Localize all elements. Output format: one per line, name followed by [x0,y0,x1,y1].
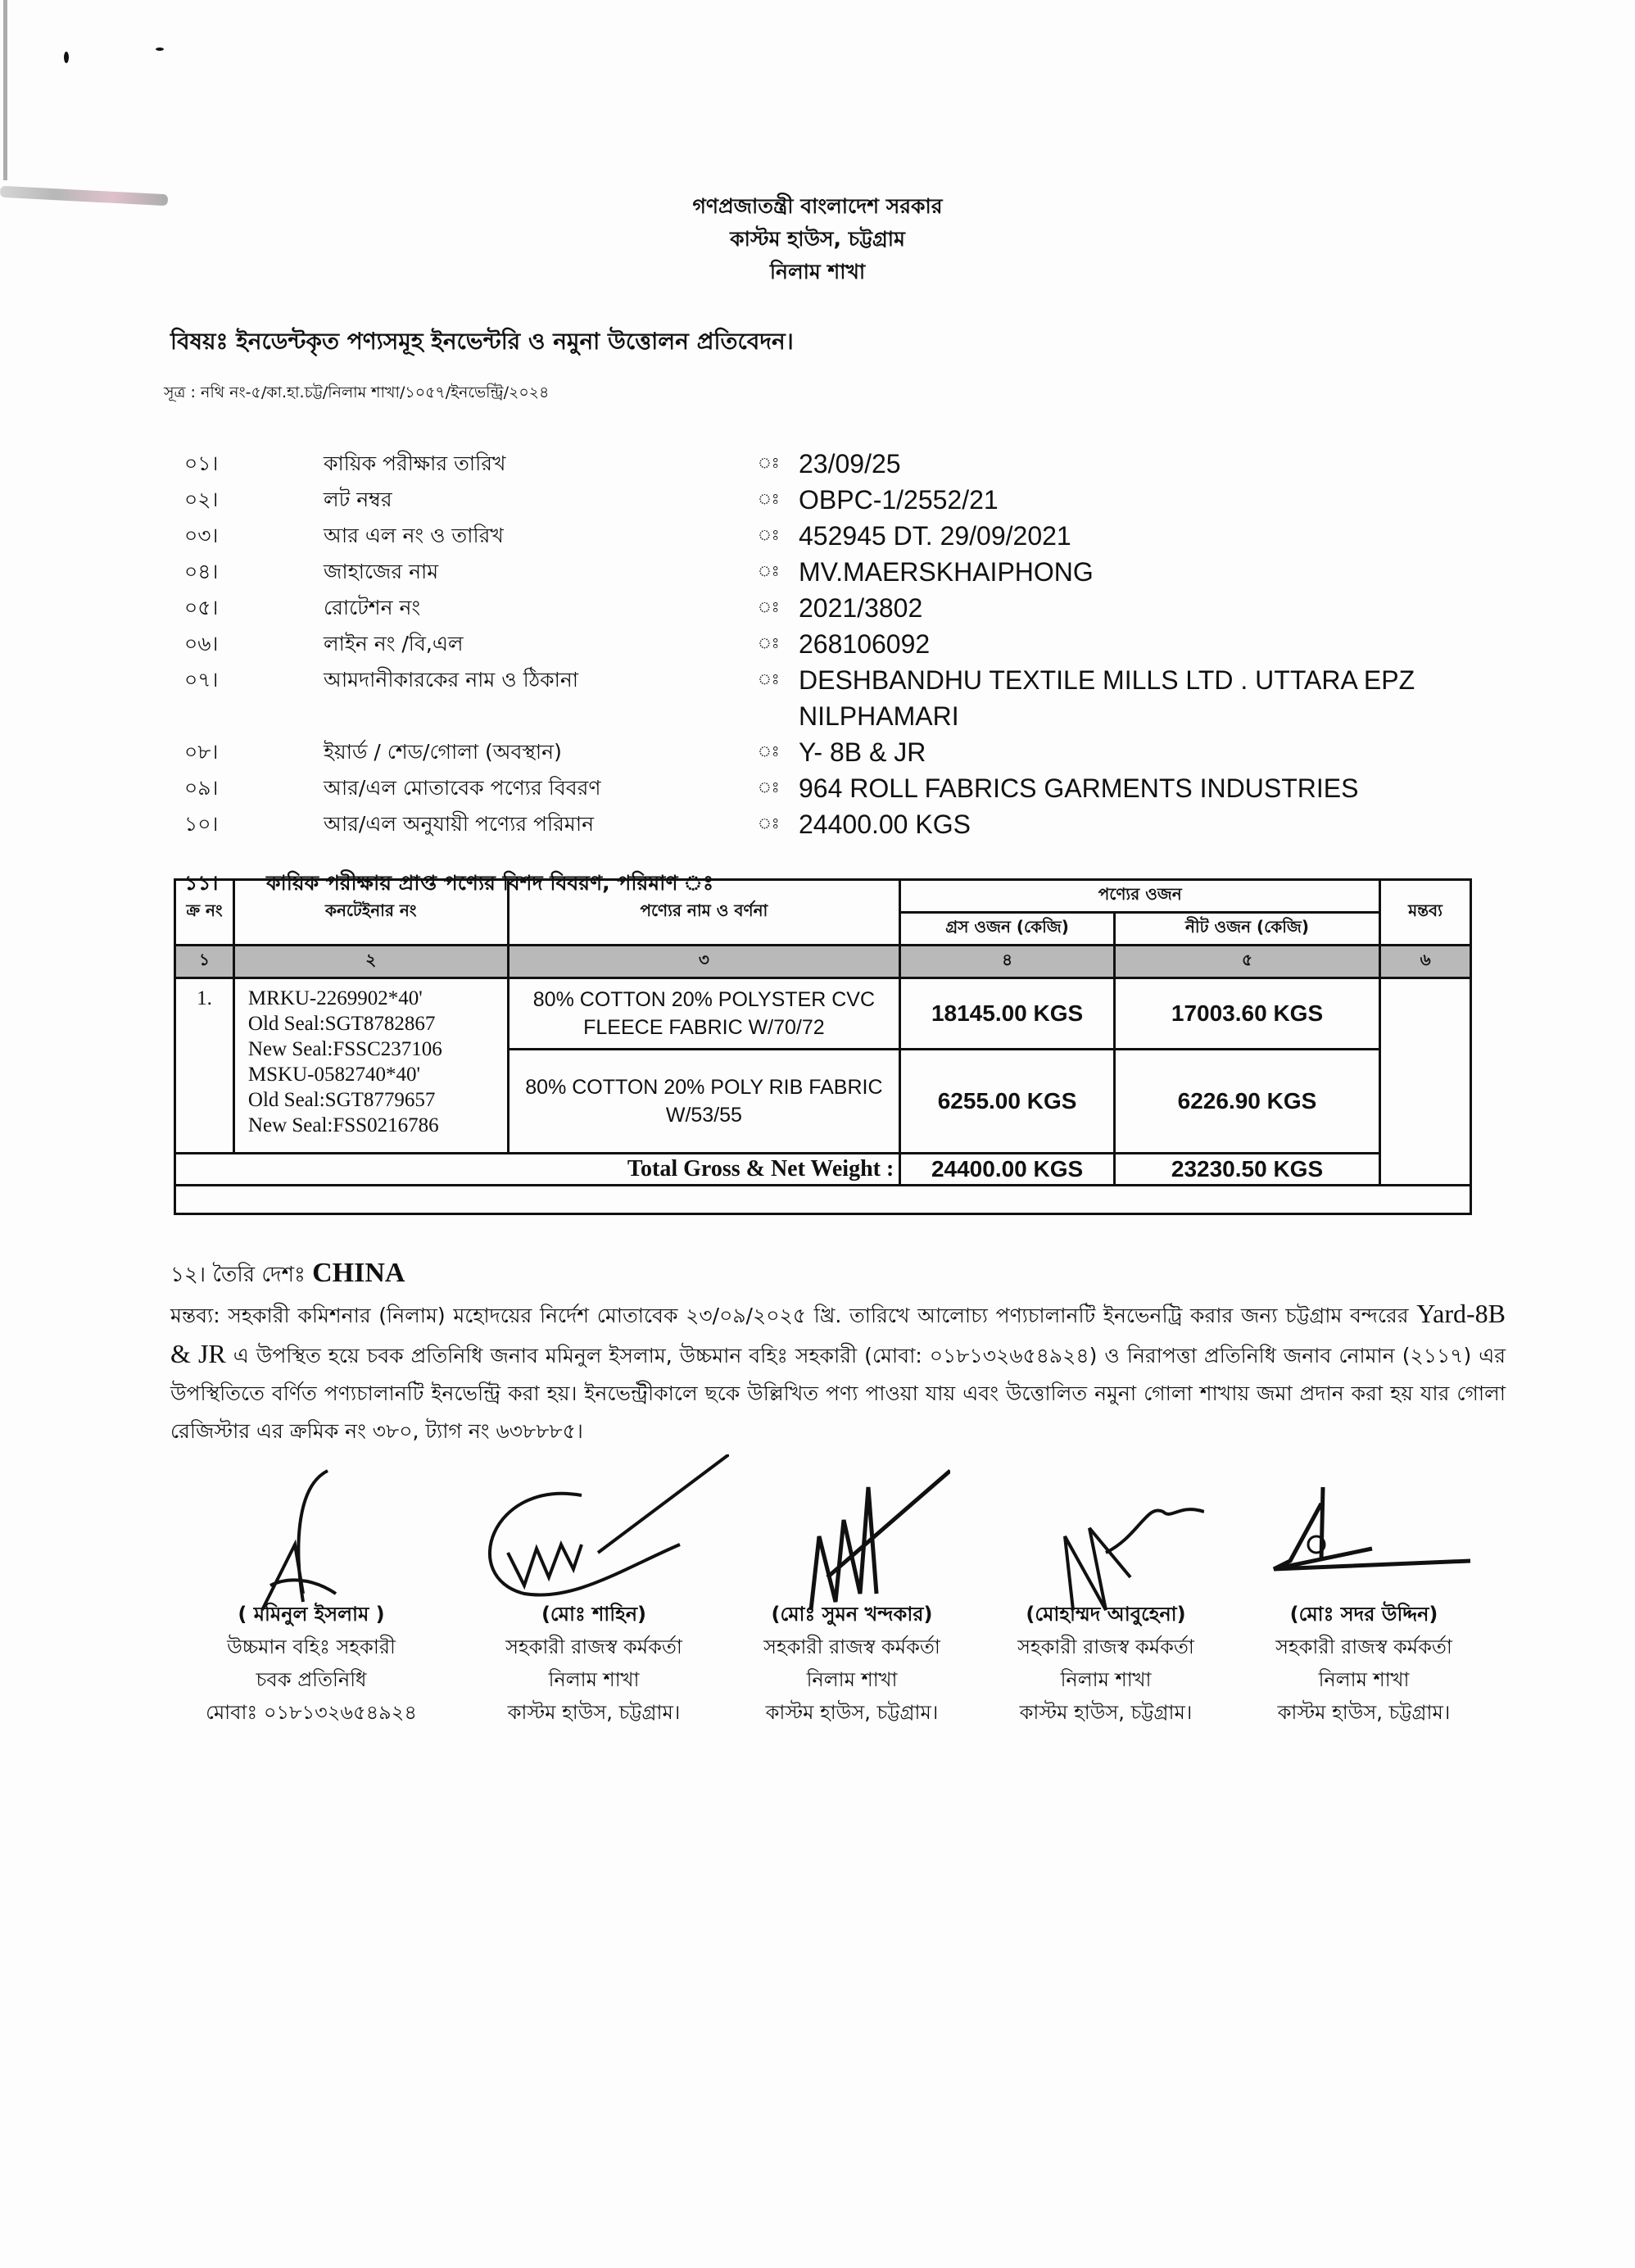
item-label: আমদানীকারকের নাম ও ঠিকানা [324,668,578,692]
header-gross: গ্রস ওজন (কেজি) [900,913,1115,946]
branch-name: নিলাম শাখা [769,260,866,284]
signatory-title: সহকারী রাজস্ব কর্মকর্তা [763,1635,940,1658]
item-yard [184,734,1511,770]
signatory-name: (মোঃ সুমন খন্দকার) [771,1603,933,1626]
remarks-part2: এ উপস্থিত হয়ে চবক প্রতিনিধি জনাব মমিনুল ইসলাম, উচ্চমান বহিঃ সহকারী (মোবা: ০১৮১৩২৬৫৪৯২৪) ও নিরাপত্তা প্রতিনিধি জনাব নোমান (২১১৭) এর উপস্থিতিতে বর্ণিত পণ্যচালানটি ইনভেন্ট্রি করা হয়। ইনভেন্ট্রীকালে ছকে উল্লিখিত পণ্য পাওয়া যায় এবং উত্তোলিত নমুনা গোলা শাখায় জমা প্রদান করা হয় যার গোলা রেজিস্টার এর ক্রমিক নং ৩৮০, ট্যাগ নং ৬৩৮৮৮৫। [170,1344,1506,1443]
section-number: ১১। [184,871,219,895]
item-sep: ঃ [758,599,780,616]
total-gross: 24400.00 KGS [900,1154,1115,1186]
signatory-name: (মোঃ সদর উদ্দিন) [1289,1603,1438,1626]
index-cell: ৫ [1114,946,1379,978]
item-number: ০১। [184,451,219,475]
item-number: ১০। [184,812,219,836]
item-number: ০৭। [184,668,219,692]
item-sep: ঃ [758,563,780,580]
inventory-table [174,878,1472,1215]
letterhead [0,190,1635,288]
table-header-row [175,880,1471,913]
item-sep: ঃ [758,815,780,832]
signatory-name: (মোঃ শাহিন) [541,1603,647,1626]
item-value: 964 ROLL FABRICS GARMENTS INDUSTRIES [799,773,1359,803]
net-cell: 6226.90 KGS [1114,1050,1379,1154]
section-title: কায়িক পরীক্ষায় প্রাপ্ত পণ্যের বিশদ বিবরণ, পরিমাণ ঃ [266,871,714,895]
footer-spacer [175,1186,1471,1214]
signature-icon [1257,1454,1470,1618]
item-label: লট নম্বর [324,488,392,511]
total-net: 23230.50 KGS [1114,1154,1379,1186]
signatory-office: নিলাম শাখা [1060,1668,1152,1691]
header-description: পণ্যের নাম ও বর্ণনা [508,880,900,946]
item-goods-description [184,770,1511,806]
item-number: ০২। [184,488,219,511]
container-cell [233,978,508,1154]
office-name: কাস্টম হাউস, চট্টগ্রাম [730,227,905,251]
item-sep: ঃ [758,635,780,652]
signatory-name: (মোহাম্মদ আবুহেনা) [1026,1603,1186,1626]
item-label: আর/এল অনুযায়ী পণ্যের পরিমান [324,812,594,836]
item-number: ০৮। [184,740,219,764]
item-number: ০৩। [184,524,219,547]
signature-icon [246,1454,377,1618]
item-value: 24400.00 KGS [799,810,971,839]
signatory-block [459,1598,729,1729]
importer-location: NILPHAMARI [799,701,959,731]
item-number: ০৬। [184,632,219,655]
signatory-title: সহকারী রাজস্ব কর্মকর্তা [505,1635,682,1658]
item-line-bl [184,626,1511,662]
item-value: OBPC-1/2552/21 [799,485,999,515]
item-list [184,446,1511,842]
signatory-title: সহকারী রাজস্ব কর্মকর্তা [1017,1635,1194,1658]
remarks-yard: Yard-8B & JR [170,1299,1506,1368]
item-label: লাইন নং /বি,এল [324,632,464,655]
item-sep: ঃ [758,743,780,760]
importer-name: DESHBANDHU TEXTILE MILLS LTD . UTTARA EPZ [799,665,1415,695]
country-label: ১২। তৈরি দেশঃ [170,1263,306,1287]
item-number: ০৪। [184,560,219,583]
country-of-origin [170,1258,405,1294]
index-cell: ২ [233,946,508,978]
description-cell: 80% COTTON 20% POLY RIB FABRIC W/53/55 [508,1050,900,1154]
item-sep: ঃ [758,491,780,508]
item-rl-number [184,518,1511,554]
signatory-block [971,1598,1241,1729]
item-importer [184,662,1511,734]
item-label: জাহাজের নাম [324,560,439,583]
govt-name: গণপ্রজাতন্ত্রী বাংলাদেশ সরকার [692,194,943,218]
signatory-contact: মোবাঃ ০১৮১৩২৬৫৪৯২৪ [206,1701,417,1724]
container-line: MSKU-0582740*40' [247,1064,420,1086]
signatory-name: ( মমিনুল ইসলাম ) [238,1603,385,1626]
container-line: New Seal:FSSC237106 [247,1038,442,1060]
signatory-contact: কাস্টম হাউস, চট্টগ্রাম। [1019,1701,1193,1724]
signatory-title: সহকারী রাজস্ব কর্মকর্তা [1275,1635,1452,1658]
item-sep: ঃ [758,527,780,544]
item-goods-quantity [184,806,1511,842]
signature-icon [754,1454,950,1618]
table-row [175,978,1471,1050]
scan-edge [3,0,7,180]
item-value: MV.MAERSKHAIPHONG [799,557,1094,587]
item-exam-date [184,446,1511,482]
total-label: Total Gross & Net Weight : [175,1154,900,1186]
remarks-part1: মন্তব্য: সহকারী কমিশনার (নিলাম) মহোদয়ের নির্দেশ মোতাবেক ২৩/০৯/২০২৫ খ্রি. তারিখে আলোচ্য পণ্যচালানটি ইনভেনট্রি করার জন্য চট্টগ্রাম বন্দরের [170,1304,1409,1327]
serial-cell: 1. [175,978,234,1154]
reference-line: সূত্র : নথি নং-৫/কা.হা.চট্ট/নিলাম শাখা/১০৫৭/ইনভেন্ট্রি/২০২৪ [164,383,550,401]
signatory-contact: কাস্টম হাউস, চট্টগ্রাম। [765,1701,939,1724]
item-number: ০৫। [184,596,219,619]
item-sep: ঃ [758,671,780,688]
item-value: Y- 8B & JR [799,737,926,767]
item-value [799,662,1511,734]
item-sep: ঃ [758,779,780,796]
signatory-office: নিলাম শাখা [548,1668,640,1691]
index-cell: ৪ [900,946,1115,978]
index-cell: ৩ [508,946,900,978]
item-label: ইয়ার্ড / শেড/গোলা (অবস্থান) [324,740,562,764]
item-label: রোটেশন নং [324,596,421,619]
container-line: Old Seal:SGT8779657 [247,1089,436,1111]
header-remarks: মন্তব্য [1380,880,1471,946]
signatory-block [717,1598,987,1729]
item-sep: ঃ [758,455,780,472]
scan-dot [64,52,69,63]
scan-dot [156,48,164,51]
signatory-contact: কাস্টম হাউস, চট্টগ্রাম। [1277,1701,1451,1724]
container-line: New Seal:FSS0216786 [247,1114,439,1136]
country-value: CHINA [312,1258,405,1288]
item-value: 268106092 [799,629,931,659]
signature-icon [459,1454,729,1610]
signature-icon [1008,1454,1204,1618]
signatory-title: উচ্চমান বহিঃ সহকারী [227,1635,396,1658]
header-net: নীট ওজন (কেজি) [1114,913,1379,946]
signatory-office: চবক প্রতিনিধি [256,1668,367,1691]
gross-cell: 18145.00 KGS [900,978,1115,1050]
item-value: 452945 DT. 29/09/2021 [799,521,1071,551]
item-label: আর/এল মোতাবেক পণ্যের বিবরণ [324,776,601,800]
index-cell: ৬ [1380,946,1471,978]
table-footer-row [175,1186,1471,1214]
header-container: কনটেইনার নং [233,880,508,946]
index-cell: ১ [175,946,234,978]
header-serial: ক্র নং [175,880,234,946]
description-cell: 80% COTTON 20% POLYSTER CVC FLEECE FABRIC W/70/72 [508,978,900,1050]
subject-line: বিষয়ঃ ইনডেন্টকৃত পণ্যসমূহ ইনভেন্টরি ও নমুনা উত্তোলন প্রতিবেদন। [170,328,794,355]
net-cell: 17003.60 KGS [1114,978,1379,1050]
table-index-row [175,946,1471,978]
item-rotation-number [184,590,1511,626]
item-value: 2021/3802 [799,593,923,623]
remarks-cell [1380,978,1471,1186]
remarks-paragraph [170,1295,1506,1450]
signatory-block [176,1598,446,1729]
signatory-office: নিলাম শাখা [1318,1668,1410,1691]
item-vessel-name [184,554,1511,590]
signatory-office: নিলাম শাখা [806,1668,898,1691]
signatory-contact: কাস্টম হাউস, চট্টগ্রাম। [507,1701,681,1724]
container-line: Old Seal:SGT8782867 [247,1013,436,1035]
signatory-block [1229,1598,1499,1729]
item-lot-number [184,482,1511,518]
header-weight-group: পণ্যের ওজন [900,880,1380,913]
container-line: MRKU-2269902*40' [247,987,423,1009]
table-total-row [175,1154,1471,1186]
item-label: আর এল নং ও তারিখ [324,524,504,547]
item-value: 23/09/25 [799,449,901,479]
item-number: ০৯। [184,776,219,800]
gross-cell: 6255.00 KGS [900,1050,1115,1154]
item-label: কায়িক পরীক্ষার তারিখ [324,451,506,475]
